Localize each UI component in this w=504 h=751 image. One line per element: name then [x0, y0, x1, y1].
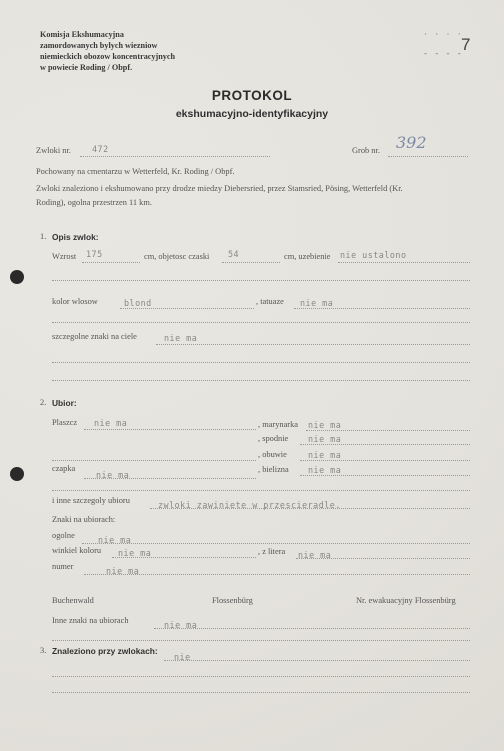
punch-hole-bottom — [10, 467, 24, 481]
kolor-value: blond — [124, 298, 152, 308]
znalezione-text-1: Zwloki znaleziono i ekshumowano przy drodze miedzy Diebersried, przez Stamsried, Pösing, Wetterfeld (Kr. — [36, 184, 403, 193]
opis-blank-line-3 — [52, 362, 470, 363]
wzrost-value: 175 — [86, 249, 103, 259]
znaleziono-blank-line-1 — [52, 676, 470, 677]
litera-value: nie ma — [298, 550, 332, 560]
ogolne-line — [82, 543, 470, 544]
spodnie-line — [300, 444, 470, 445]
winkiel-value: nie ma — [118, 548, 152, 558]
wzrost-line — [82, 262, 140, 263]
section-3-heading: Znaleziono przy zwlokach: — [52, 646, 158, 656]
numer-value: nie ma — [106, 566, 140, 576]
inne-znaki-line — [154, 628, 470, 629]
znaki-ubiory-label: Znaki na ubiorach: — [52, 515, 116, 524]
header-line-3: niemieckich obozow koncentracyjnych — [40, 52, 176, 61]
wzrost-label: Wzrost — [52, 252, 77, 261]
bielizna-label: , bielizna — [258, 465, 289, 474]
document-subtitle: ekshumacyjno-identyfikacyjny — [175, 108, 329, 120]
winkiel-label: winkiel koloru — [52, 546, 102, 555]
znaleziono-value: nie — [174, 652, 191, 662]
page-number: 7 — [461, 35, 471, 54]
opis-blank-line-2 — [52, 322, 470, 323]
cm-label-2: cm, uzebienie — [284, 252, 331, 261]
section-3-number: 3. — [40, 646, 47, 655]
grob-value: 392 — [396, 133, 427, 152]
obuwie-value: nie ma — [308, 450, 342, 460]
section-1-heading: Opis zwlok: — [52, 232, 99, 242]
bielizna-line — [300, 475, 470, 476]
tatuaze-line — [294, 308, 470, 309]
header-line-2: zamordowanych bylych wiezniow — [40, 41, 158, 50]
spodnie-label: , spodnie — [258, 434, 289, 443]
litera-label: , z litera — [258, 547, 286, 556]
opis-blank-line-1 — [52, 280, 470, 281]
marynarka-line — [306, 430, 470, 431]
grob-line — [388, 156, 468, 157]
buchenwald-label: Buchenwald — [52, 596, 94, 605]
bielizna-value: nie ma — [308, 465, 342, 475]
inne-znaki-label: Inne znaki na ubiorach — [52, 616, 129, 625]
pochowany-text: Pochowany na cmentarzu w Wetterfeld, Kr. Roding / Obpf. — [36, 167, 235, 176]
marynarka-label: , marynarka — [258, 420, 298, 429]
znaleziono-line — [164, 660, 470, 661]
document-title: PROTOKOL — [211, 88, 293, 103]
punch-hole-top — [10, 270, 24, 284]
plaszcz-value: nie ma — [94, 418, 128, 428]
plaszcz-line — [84, 429, 256, 430]
section-1-number: 1. — [40, 232, 47, 241]
grob-label: Grob nr. — [352, 146, 380, 155]
czapka-value: nie ma — [96, 470, 130, 480]
plaszcz-label: Plaszcz — [52, 418, 78, 427]
inne-znaki-value: nie ma — [164, 620, 198, 630]
corner-marks-top: · · · · — [424, 29, 464, 39]
ewakuacyjny-label: Nr. ewakuacyjny Flossenbürg — [356, 596, 456, 605]
znaki-label: szczegolne znaki na ciele — [52, 332, 137, 341]
obuwie-label: , obuwie — [258, 450, 287, 459]
zwloki-line — [80, 156, 270, 157]
litera-line — [296, 558, 470, 559]
header-line-4: w powiecie Roding / Obpf. — [40, 63, 133, 72]
uzebienie-line — [338, 262, 470, 263]
obuwie-line — [300, 460, 470, 461]
winkiel-line — [112, 557, 256, 558]
ogolne-value: nie ma — [98, 535, 132, 545]
section-2-heading: Ubior: — [52, 398, 77, 408]
tatuaze-value: nie ma — [300, 298, 334, 308]
section-2-number: 2. — [40, 398, 47, 407]
ogolne-label: ogolne — [52, 531, 75, 540]
header-line-1: Komisja Ekshumacyjna — [40, 30, 124, 39]
inne-szczegoly-value: zwloki zawiniete w przescieradle. — [158, 500, 341, 510]
ubior-blank-line-1 — [52, 460, 256, 461]
ubior-blank-line-3 — [52, 640, 470, 641]
czapka-label: czapka — [52, 464, 76, 473]
numer-line — [84, 574, 470, 575]
czaska-value: 54 — [228, 249, 240, 259]
commission-header — [40, 29, 175, 73]
znalezione-text-2: Roding), ogolna przestrzen 11 km. — [36, 198, 152, 207]
inne-szczegoly-label: i inne szczegoly ubioru — [52, 496, 130, 505]
kolor-label: kolor wlosow — [52, 297, 98, 306]
corner-marks-bottom: - - - - — [424, 48, 464, 58]
uzebienie-value: nie ustalono — [340, 250, 407, 260]
kolor-line — [120, 308, 254, 309]
flossenburg-label: Flossenbürg — [212, 596, 253, 605]
marynarka-value: nie ma — [308, 420, 342, 430]
zwloki-label: Zwloki nr. — [36, 146, 71, 155]
znaki-value: nie ma — [164, 333, 198, 343]
spodnie-value: nie ma — [308, 434, 342, 444]
cm-label-1: cm, objetosc czaski — [144, 252, 210, 261]
zwloki-value: 472 — [92, 144, 109, 154]
znaki-line — [156, 344, 470, 345]
opis-blank-line-4 — [52, 380, 470, 381]
ubior-blank-line-2 — [52, 490, 470, 491]
czaska-line — [222, 262, 280, 263]
znaleziono-blank-line-2 — [52, 692, 470, 693]
numer-label: numer — [52, 562, 74, 571]
tatuaze-label: , tatuaze — [256, 297, 284, 306]
czapka-line — [84, 478, 256, 479]
inne-szczegoly-line — [150, 508, 470, 509]
